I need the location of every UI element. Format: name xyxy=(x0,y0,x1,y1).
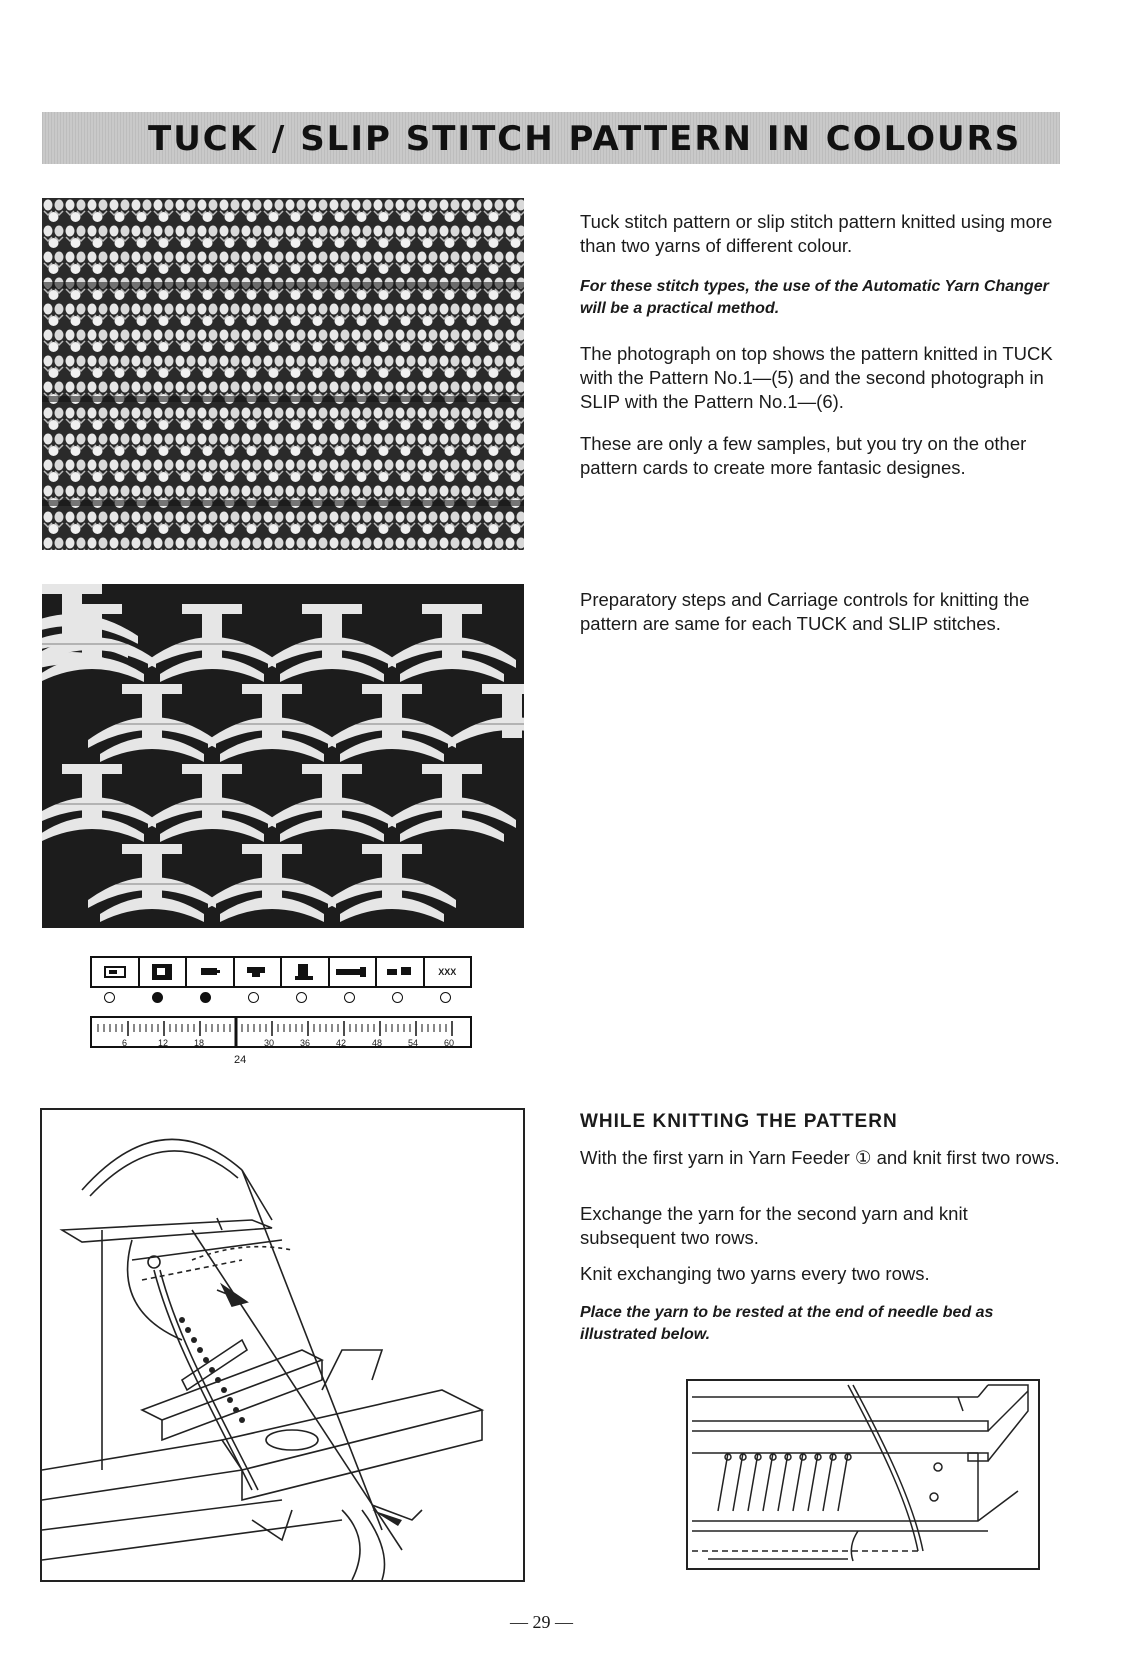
intro-italic: For these stitch types, the use of the Automatic Yarn Changer will be a practical method. xyxy=(580,278,1049,317)
ruler-number: 30 xyxy=(264,1038,275,1048)
knitting-machine-illustration xyxy=(40,1108,525,1582)
intro-text xyxy=(580,210,1062,258)
page-title: TUCK / SLIP STITCH PATTERN IN COLOURS xyxy=(148,119,1022,159)
intro-paragraph-3: These are only a few samples, but you try on the other pattern cards to create more fantasic designes. xyxy=(580,433,1027,478)
needle-bed-illustration xyxy=(686,1379,1040,1570)
ruler-number: 12 xyxy=(158,1038,169,1048)
intro-paragraph-4: Preparatory steps and Carriage controls for knitting the pattern are same for each TUCK and SLIP stitches. xyxy=(580,589,1030,634)
intro-paragraph-1: Tuck stitch pattern or slip stitch pattern knitted using more than two yarns of different colour. xyxy=(580,211,1053,256)
dot-6-open xyxy=(344,992,355,1003)
ruler-number: 6 xyxy=(122,1038,128,1048)
xxx-icon: XXX xyxy=(438,967,457,977)
dot-5-open xyxy=(296,992,307,1003)
fairisle-button-icon xyxy=(235,958,283,986)
ruler-number: 48 xyxy=(372,1038,383,1048)
lever-icon xyxy=(282,958,330,986)
dot-4-open xyxy=(248,992,259,1003)
intro-paragraph-2: The photograph on top shows the pattern knitted in TUCK with the Pattern No.1—(5) and the second photograph in SLIP with the Pattern No.1—(6). xyxy=(580,343,1053,412)
knitting-paragraph-3: Knit exchanging two yarns every two rows. xyxy=(580,1263,930,1284)
ruler-number: 42 xyxy=(336,1038,347,1048)
knitting-italic-note: Place the yarn to be rested at the end of needle bed as illustrated below. xyxy=(580,1304,994,1343)
control-dots xyxy=(90,990,472,1008)
ruler-number: 36 xyxy=(300,1038,311,1048)
ruler-number: 60 xyxy=(444,1038,455,1048)
knitting-paragraph-1: With the first yarn in Yarn Feeder ① and knit first two rows. xyxy=(580,1147,1060,1168)
carriage-control-panel xyxy=(90,956,472,988)
tuck-key-icon xyxy=(92,958,140,986)
ruler-number: 54 xyxy=(408,1038,419,1048)
tuck-stitch-photo xyxy=(42,198,524,550)
part-button-icon xyxy=(187,958,235,986)
dot-7-open xyxy=(392,992,403,1003)
ruler-number: 18 xyxy=(194,1038,205,1048)
row-count-label: 24 xyxy=(234,1054,247,1066)
russel-lever-icon xyxy=(377,958,425,986)
page-number: — 29 — xyxy=(510,1612,573,1632)
dot-3-filled xyxy=(200,992,211,1003)
holding-cam-icon xyxy=(330,958,378,986)
slip-stitch-photo xyxy=(42,584,524,928)
knitting-paragraph-2: Exchange the yarn for the second yarn and knit subsequent two rows. xyxy=(580,1203,968,1248)
dot-2-filled xyxy=(152,992,163,1003)
dot-1-open xyxy=(104,992,115,1003)
dot-8-open xyxy=(440,992,451,1003)
slip-key-icon xyxy=(140,958,188,986)
title-banner xyxy=(42,112,1060,164)
ruler-numbers xyxy=(90,1038,472,1050)
section-heading: WHILE KNITTING THE PATTERN xyxy=(580,1111,898,1132)
